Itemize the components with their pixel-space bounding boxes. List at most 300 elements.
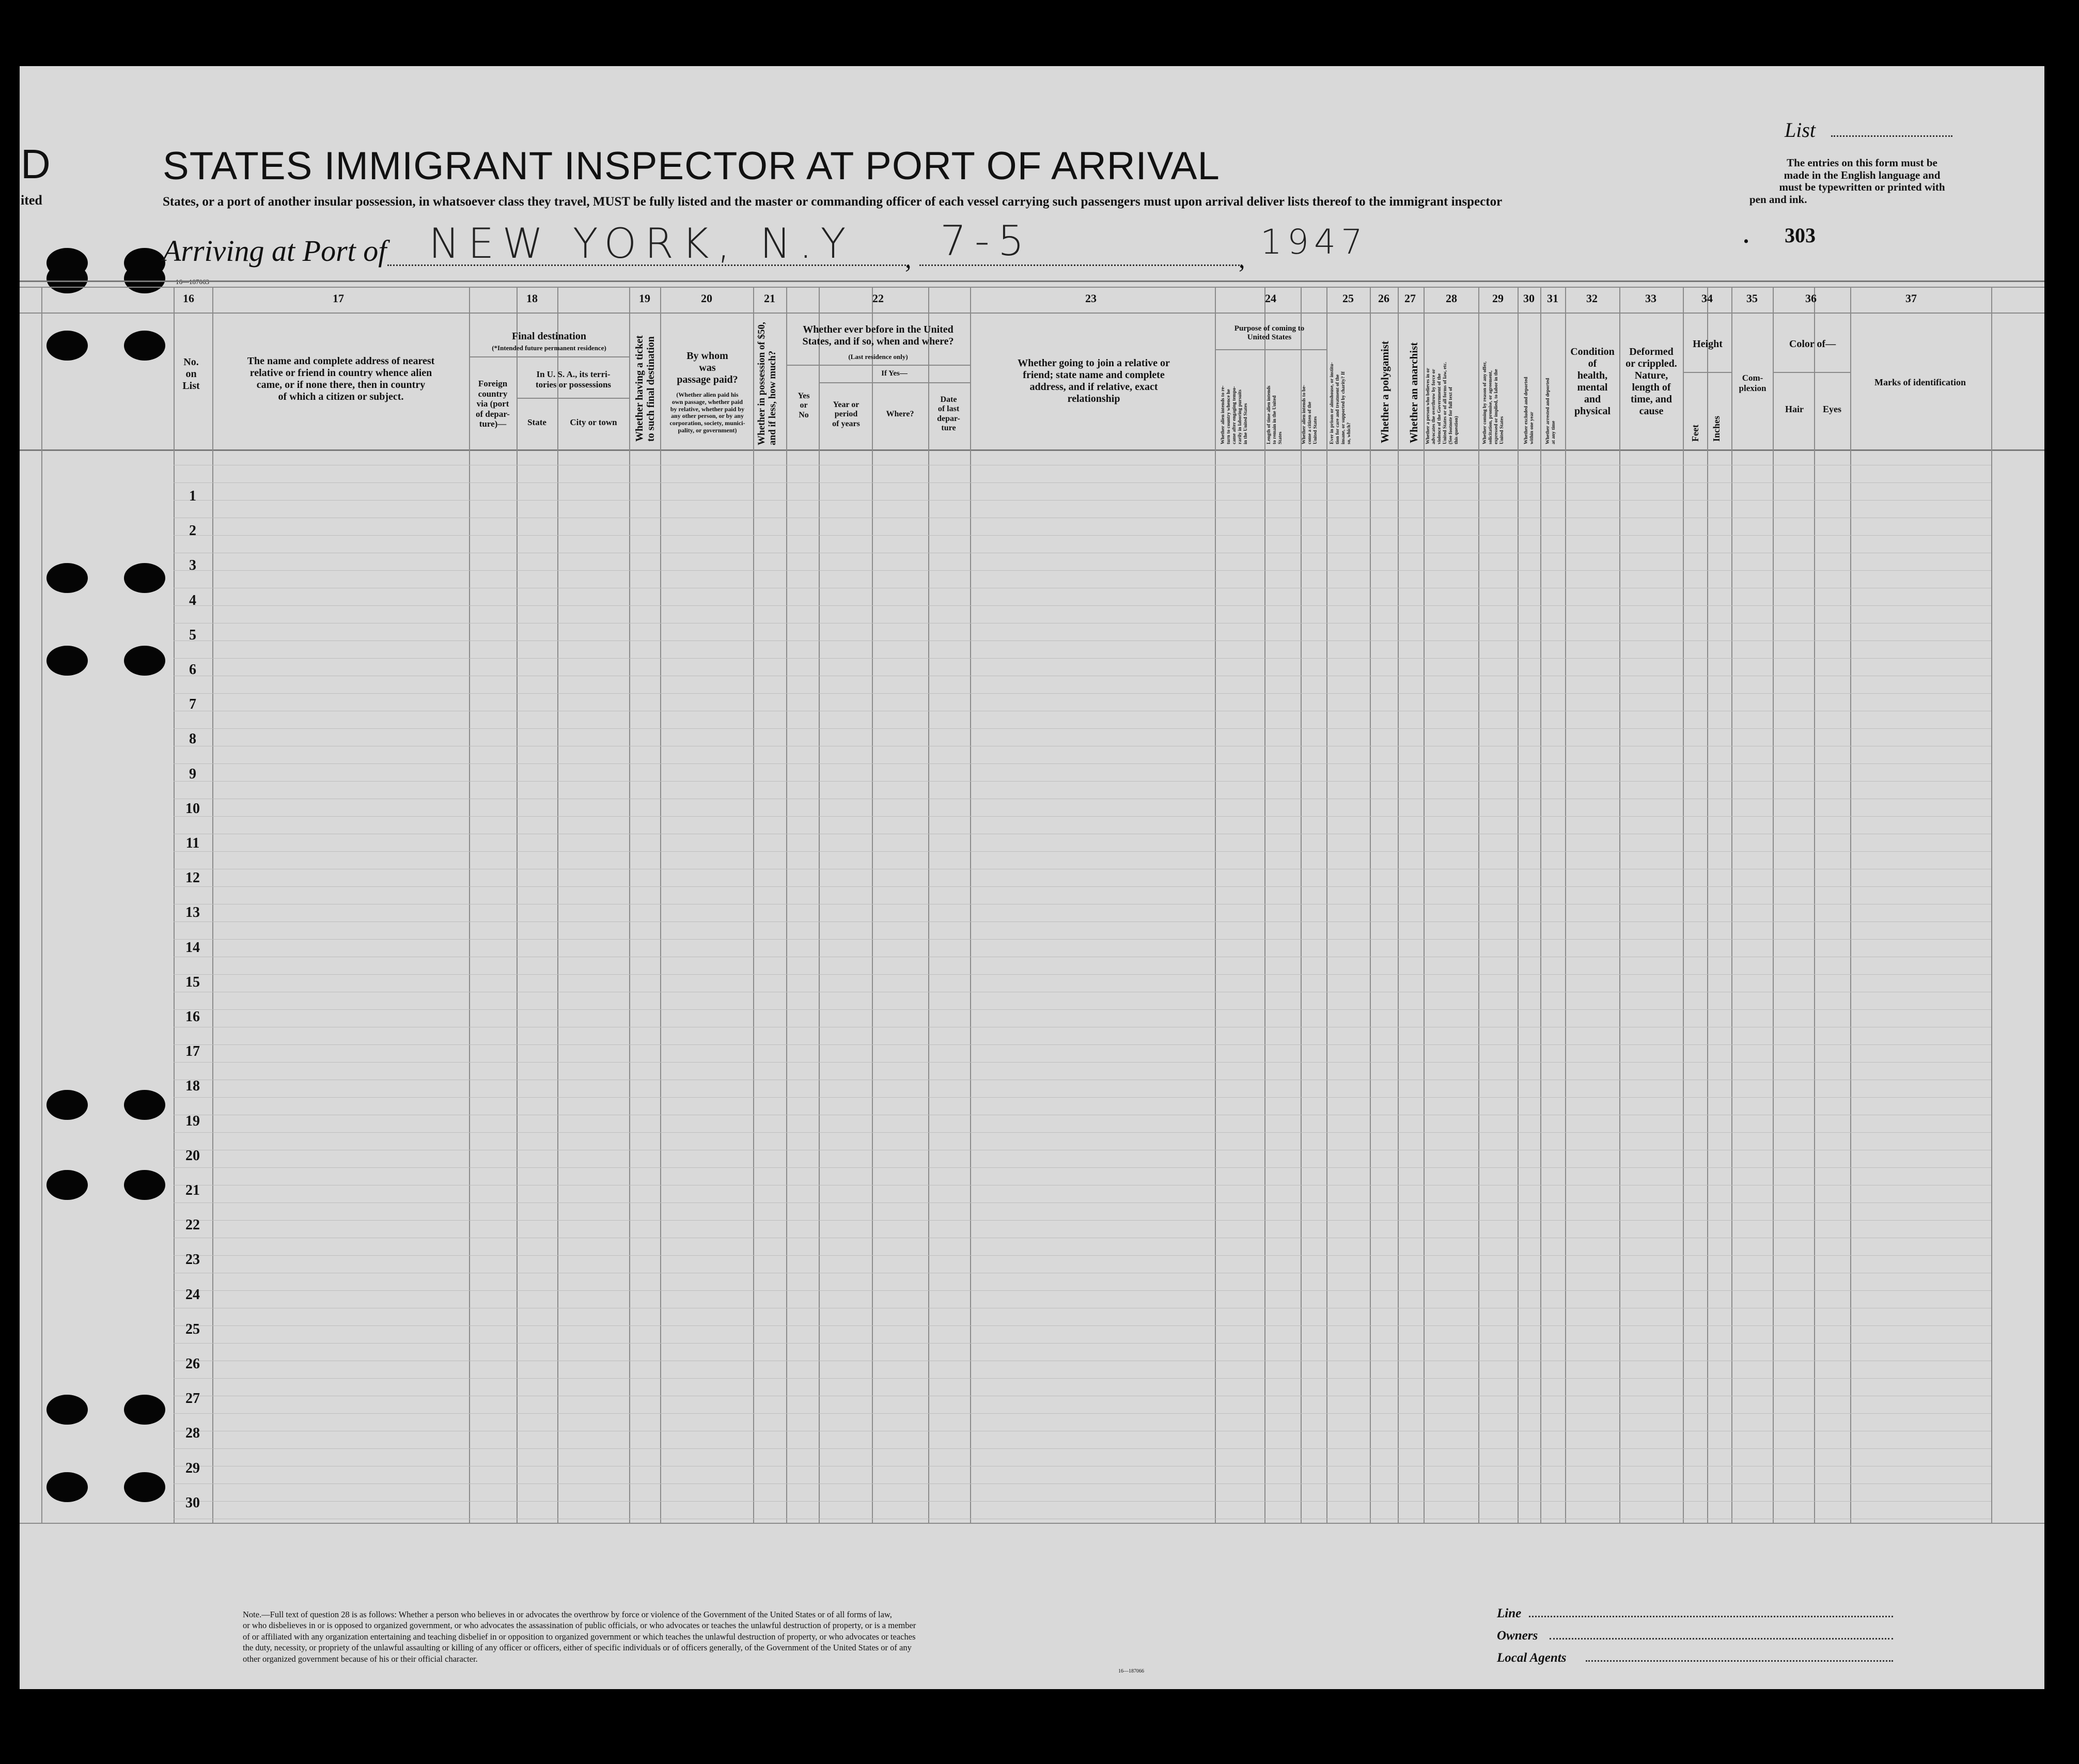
column-number: 19 [639, 292, 650, 305]
owners-label: Owners [1497, 1629, 1538, 1643]
ruled-line [174, 781, 1991, 782]
header-text: Yes [798, 392, 810, 400]
row-number: 6 [189, 662, 196, 678]
list-blank [1831, 135, 1952, 137]
header-text: tion for care and treatment of the [1335, 374, 1340, 444]
header-text: and [1584, 394, 1601, 405]
row-number: 3 [189, 557, 196, 574]
ruled-line [174, 1062, 1991, 1063]
header-text: passage paid? [677, 374, 738, 385]
ruled-line [174, 1290, 1991, 1291]
header-foreign-country [470, 379, 515, 429]
column-divider [469, 287, 470, 1523]
column-number: 29 [1492, 292, 1504, 305]
ruled-line [174, 728, 1991, 729]
column-divider [1814, 287, 1815, 1523]
subheader-divider [469, 356, 629, 357]
header-text: No [799, 410, 809, 419]
list-label: List [1785, 118, 1816, 142]
ruled-line [174, 693, 1991, 694]
row-number: 7 [189, 696, 196, 713]
header-text: In U. S. A., its terri- [536, 369, 611, 379]
header-text: or [800, 401, 808, 410]
header-text: Foreign [478, 379, 508, 388]
header-text: in the United States [1243, 403, 1248, 444]
header-last-residence: (Last residence only) [848, 353, 908, 361]
header-text: United States [1247, 333, 1292, 342]
header-fifty-dollars [757, 322, 778, 445]
header-text: country [478, 388, 508, 399]
date-handwritten: 7-5 [940, 217, 1033, 265]
row-number: 24 [185, 1286, 200, 1303]
instructions-box [1738, 157, 1986, 206]
column-divider [557, 287, 558, 1523]
comma-1: , [905, 244, 912, 273]
header-text: within one year [1529, 412, 1535, 444]
row-number: 23 [185, 1252, 200, 1268]
ruled-line [174, 939, 1991, 940]
edge-text: ited [21, 193, 42, 208]
header-text: (See footnote for full text of [1448, 387, 1453, 444]
footnote-line: the duty, necessity, or propriety of the unlawful assaulting or killing of any officer or officers, either of specific individuals or of officers generally, of the Government of the United States or of any [243, 1643, 912, 1653]
header-text: Whether in possession of $50, [756, 322, 767, 445]
ruled-line [174, 482, 1991, 483]
ruled-line [174, 1501, 1991, 1502]
footnote-line: or who disbelieves in or is opposed to organized government, or who advocates the assassination of public officials, or who advocates or teaches the unlawful destruction of property, or is a member [243, 1620, 916, 1631]
ruled-line [174, 1378, 1991, 1379]
row-number: 4 [189, 592, 196, 608]
header-text: United States or of all forms of law, etc. [1442, 362, 1448, 444]
row-number: 17 [185, 1043, 200, 1060]
header-text: to such final destination [645, 336, 656, 442]
header-text: By whom [686, 350, 728, 362]
header-feet: Feet [1690, 425, 1700, 442]
instruction-line: must be typewritten or printed with [1779, 181, 1945, 194]
header-text: come a citizen of the [1307, 401, 1312, 444]
ruled-line [174, 1132, 1991, 1133]
column-divider [629, 287, 630, 1523]
form-subtitle: States, or a port of another insular possession, in whatsoever class they travel, MUST be fully listed and the master or commanding officer of each vessel carrying such passengers must upon arrival deliver lists thereof to the immigrant inspector [163, 195, 1503, 209]
header-text: time, and [1631, 394, 1672, 405]
ruled-line [174, 1413, 1991, 1414]
header-state: State [527, 417, 546, 427]
table-bottom-line [20, 1523, 2044, 1524]
row-number: 25 [185, 1321, 200, 1337]
ruled-line [174, 1167, 1991, 1168]
header-overthrow-question [1426, 362, 1460, 444]
header-text: turn to country whence he [1226, 389, 1231, 444]
row-number: 26 [185, 1356, 200, 1372]
ruled-line [174, 1325, 1991, 1326]
column-divider [660, 287, 661, 1523]
header-text: depar- [937, 414, 960, 423]
ruled-line [174, 570, 1991, 571]
header-purpose [1216, 324, 1322, 342]
port-handwritten: NEW YORK, N.Y [429, 220, 854, 268]
column-number: 21 [764, 292, 775, 305]
column-divider [1991, 287, 1992, 1523]
header-polygamist: Whether a polygamist [1379, 341, 1391, 443]
local-agents-label: Local Agents [1497, 1651, 1567, 1665]
header-nearest-relative [214, 355, 467, 403]
column-number: 26 [1378, 292, 1389, 305]
column-number: 33 [1645, 292, 1656, 305]
header-text: ture [941, 424, 956, 433]
header-text: address, and if relative, exact [1029, 381, 1158, 393]
header-text: Date [940, 395, 957, 404]
punch-hole [46, 646, 88, 676]
header-marks: Marks of identification [1874, 377, 1966, 387]
column-divider [819, 287, 820, 1523]
header-text: advocates the overthrow by force or [1431, 369, 1436, 444]
header-text: Whether a person who believes in or [1426, 368, 1431, 444]
row-number: 5 [189, 627, 196, 643]
header-anarchist: Whether an anarchist [1408, 342, 1420, 443]
row-number: 16 [185, 1009, 200, 1025]
header-prison-almshouse [1330, 362, 1352, 444]
header-text: was [699, 362, 716, 373]
ruled-line [174, 886, 1991, 887]
footnote [243, 1609, 1214, 1664]
header-color-of: Color of— [1789, 338, 1836, 350]
punch-hole [46, 263, 88, 293]
arriving-label: Arriving at Port of [163, 234, 387, 268]
column-divider [212, 287, 213, 1523]
column-number: 27 [1404, 292, 1416, 305]
header-text: rarily in laboring pursuits [1237, 389, 1243, 444]
punch-hole [124, 1395, 165, 1425]
column-divider [41, 287, 42, 1523]
punch-hole [124, 331, 165, 361]
punch-hole [46, 563, 88, 593]
header-year-period [820, 400, 872, 429]
table-top-border [20, 280, 2044, 282]
header-text: expressed or implied, to labor in the [1493, 369, 1499, 444]
row-number: 20 [185, 1147, 200, 1164]
column-number-row-line [20, 313, 2044, 314]
header-passage-note [662, 392, 753, 434]
header-where: Where? [886, 410, 914, 418]
header-text: of [1588, 358, 1597, 369]
header-text: Whether alien intends to re- [1221, 385, 1226, 444]
row-number: 8 [189, 731, 196, 747]
row-number: 9 [189, 766, 196, 782]
header-text: plexion [1739, 383, 1767, 393]
column-divider [1707, 287, 1708, 1523]
header-text: of years [832, 419, 860, 428]
footnote-line: of or affiliated with any organization entertaining and teaching disbelief in or opposition to organized government or which teaches the unlawful destruction of property, or who advocates or teaches [243, 1631, 916, 1642]
column-divider [1619, 287, 1620, 1523]
header-text: Whether excluded and deported [1524, 377, 1529, 444]
column-divider [928, 287, 929, 1523]
row-number: 30 [185, 1494, 200, 1511]
punch-hole [46, 1090, 88, 1120]
row-number: 27 [185, 1391, 200, 1407]
header-text: this question) [1453, 416, 1459, 444]
subheader-divider [1773, 372, 1850, 373]
column-divider [872, 287, 873, 1523]
header-text: Whether ever before in the United [803, 324, 953, 335]
ruled-line [174, 1009, 1991, 1010]
punch-hole [124, 263, 165, 293]
header-height: Height [1693, 338, 1723, 350]
footnote-code: 16—187066 [1118, 1668, 1144, 1674]
header-text: Nature, [1634, 370, 1668, 381]
header-text: (Whether alien paid his [676, 391, 739, 398]
punch-hole [46, 1170, 88, 1200]
column-number: 16 [183, 292, 194, 305]
ruled-line [174, 851, 1991, 852]
form-code [176, 278, 209, 286]
header-text: Whether alien intends to be- [1302, 385, 1307, 444]
punch-hole [46, 1472, 88, 1502]
column-divider [1301, 287, 1302, 1523]
ruled-line [174, 1044, 1991, 1045]
header-text: List [182, 380, 200, 392]
header-in-usa [517, 369, 630, 389]
header-text: own passage, whether paid [671, 398, 743, 405]
punch-hole [124, 646, 165, 676]
subheader-divider [517, 398, 629, 399]
subheader-divider [819, 382, 970, 383]
row-number: 12 [185, 870, 200, 886]
row-number: 28 [185, 1425, 200, 1442]
header-condition-health [1567, 346, 1618, 417]
row-number: 1 [189, 488, 196, 504]
column-number: 28 [1446, 292, 1457, 305]
header-text: Whether coming by reason of any offer, [1482, 362, 1488, 444]
header-text: United States [1312, 416, 1318, 444]
column-number: 32 [1586, 292, 1598, 305]
ruled-line [174, 974, 1991, 975]
header-text: States, and if so, when and where? [802, 336, 954, 347]
header-text: by relative, whether paid by [670, 405, 745, 413]
punch-hole [46, 331, 88, 361]
manifest-sheet [20, 66, 2044, 1689]
column-divider [1683, 287, 1684, 1523]
owners-blank [1550, 1638, 1893, 1640]
header-excluded-deported [1524, 377, 1535, 444]
table-top-border-2 [20, 287, 2044, 288]
ruled-line [174, 1220, 1991, 1221]
header-final-destination: Final destination [512, 331, 586, 342]
punch-hole [46, 1395, 88, 1425]
header-text: Deformed [1629, 346, 1674, 357]
punch-hole [124, 1090, 165, 1120]
row-number: 19 [185, 1113, 200, 1129]
dot-mark: . [1743, 223, 1749, 248]
header-eyes: Eyes [1823, 404, 1841, 414]
header-text: at any time [1551, 420, 1556, 444]
row-number: 2 [189, 523, 196, 539]
column-divider [753, 287, 754, 1523]
column-divider [1326, 287, 1327, 1523]
column-number: 31 [1547, 292, 1558, 305]
row-number: 18 [185, 1078, 200, 1095]
header-text: period [834, 410, 858, 419]
ruled-line [174, 605, 1991, 606]
footnote-line: Note.—Full text of question 28 is as follows: Whether a person who believes in or advocates the overthrow by force or violence of the Government of the United States or of all forms of law, [243, 1610, 892, 1619]
header-text: Purpose of coming to [1234, 324, 1305, 333]
line-blank [1529, 1616, 1893, 1617]
row-number: 10 [185, 800, 200, 817]
column-number: 17 [333, 292, 344, 305]
header-text: and if less, how much? [767, 350, 778, 445]
column-divider [1215, 287, 1216, 1523]
column-number: 24 [1265, 292, 1276, 305]
header-text: solicitation, promise, or agreement, [1488, 370, 1493, 444]
header-text: ture)— [479, 419, 507, 429]
instruction-line: The entries on this form must be [1787, 157, 1937, 169]
header-final-destination-note: (*Intended future permanent residence) [492, 344, 606, 352]
column-divider [1398, 287, 1399, 1523]
column-divider [786, 287, 787, 1523]
header-text: of last [937, 404, 960, 414]
year-handwritten: 1947 [1260, 222, 1368, 262]
header-text: insane, or supported by charity? If [1340, 371, 1346, 444]
header-text: cause [1639, 405, 1664, 417]
column-number: 35 [1746, 292, 1758, 305]
column-number: 37 [1905, 292, 1917, 305]
header-text: United States [1499, 416, 1505, 444]
header-text: Length of time alien intends [1267, 385, 1272, 444]
punch-hole [124, 1472, 165, 1502]
line-label: Line [1497, 1606, 1522, 1620]
header-text: States [1277, 431, 1283, 444]
ruled-line [174, 658, 1991, 659]
row-number: 22 [185, 1217, 200, 1234]
header-text: any other person, or by any [671, 412, 744, 420]
subheader-divider [1215, 349, 1326, 350]
column-divider [970, 287, 971, 1523]
header-length-of-stay [1267, 386, 1284, 444]
header-hair: Hair [1785, 404, 1804, 414]
row-number: 21 [185, 1182, 200, 1198]
header-no-on-list [173, 356, 209, 392]
row-number: 13 [185, 904, 200, 921]
row-number: 11 [185, 835, 200, 851]
header-city: City or town [570, 417, 617, 427]
header-text: health, [1577, 370, 1608, 381]
header-text: so, which? [1346, 422, 1352, 444]
header-text: mental [1577, 382, 1608, 393]
punch-hole [124, 563, 165, 593]
header-complexion [1732, 373, 1773, 393]
column-number: 30 [1523, 292, 1535, 305]
ruled-line [174, 500, 1991, 501]
header-become-citizen [1302, 385, 1319, 444]
instruction-line: pen and ink. [1749, 193, 1807, 206]
header-text: relative or friend in country whence alien [249, 367, 432, 379]
comma-2: , [1239, 244, 1245, 273]
header-text: corporation, society, munici- [669, 419, 745, 427]
header-text: Whether arrested and deported [1545, 378, 1551, 444]
header-text: or crippled. [1625, 358, 1677, 369]
header-date-departure [929, 395, 968, 433]
column-divider [1773, 287, 1774, 1523]
column-divider [1264, 287, 1265, 1523]
header-text: Com- [1742, 373, 1763, 383]
header-ticket [634, 335, 656, 442]
column-divider [1370, 287, 1371, 1523]
column-divider [1540, 287, 1541, 1523]
header-if-yes: If Yes— [881, 369, 908, 378]
header-bottom-line [20, 449, 2044, 451]
header-text: tories or possessions [535, 379, 612, 389]
ruled-line [174, 535, 1991, 536]
row-number: 14 [185, 939, 200, 956]
header-arrested-deported [1545, 378, 1557, 444]
column-number: 34 [1701, 292, 1713, 305]
header-text: Year or [833, 400, 859, 409]
header-text: Whether having a ticket [634, 335, 645, 442]
header-text: The name and complete address of nearest [247, 355, 435, 367]
ruled-line [174, 763, 1991, 764]
column-divider [1478, 287, 1479, 1523]
header-text: relationship [1067, 393, 1120, 404]
header-passage-paid [662, 350, 753, 386]
column-divider [517, 287, 518, 1523]
ruled-line [174, 1343, 1991, 1344]
ruled-line [174, 816, 1991, 817]
header-text: of which a citizen or subject. [278, 391, 404, 402]
row-number: 29 [185, 1460, 200, 1476]
column-number: 22 [872, 292, 884, 305]
subheader-divider [786, 365, 970, 366]
header-text: Ever in prison or almshouse, or institu- [1330, 362, 1335, 444]
header-offer-to-labor [1482, 362, 1505, 444]
column-divider [1565, 287, 1566, 1523]
edge-letter: D [21, 141, 51, 187]
column-divider [1424, 287, 1425, 1523]
header-yes-no [789, 392, 819, 420]
header-text: on [185, 368, 197, 380]
header-deformed [1621, 346, 1682, 417]
header-text: came, or if none there, then in country [256, 379, 426, 391]
ruled-line [174, 1097, 1991, 1098]
punch-hole [124, 1170, 165, 1200]
header-text: of depar- [476, 409, 510, 419]
header-intends-return [1221, 385, 1249, 444]
subheader-divider [1683, 372, 1731, 373]
column-number: 20 [701, 292, 712, 305]
list-number: 303 [1785, 224, 1816, 247]
header-joining-relative [974, 357, 1214, 405]
column-number: 36 [1805, 292, 1817, 305]
column-divider [1850, 287, 1851, 1523]
header-text: physical [1574, 405, 1611, 417]
ruled-line [174, 1255, 1991, 1256]
header-text: pality, or government) [678, 426, 737, 434]
instruction-line: made in the English language and [1784, 168, 1941, 181]
header-text: via (port [476, 399, 509, 409]
header-text: Whether going to join a relative or [1018, 357, 1170, 369]
ruled-line [174, 1448, 1991, 1449]
column-number: 18 [526, 292, 538, 305]
header-text: length of [1632, 382, 1671, 393]
header-text: friend; state name and complete [1023, 369, 1165, 381]
column-number: 23 [1085, 292, 1097, 305]
footnote-line: other organized government because of his or their official character. [243, 1653, 478, 1664]
header-text: violence of the Government of the [1436, 373, 1442, 444]
row-number: 15 [185, 974, 200, 990]
form-title: STATES IMMIGRANT INSPECTOR AT PORT OF ARRIVAL [163, 144, 1220, 188]
local-agents-blank [1586, 1660, 1893, 1662]
header-inches: Inches [1711, 415, 1722, 442]
header-text: Condition [1570, 346, 1615, 357]
header-before-in-us [788, 324, 968, 348]
column-number: 25 [1342, 292, 1354, 305]
